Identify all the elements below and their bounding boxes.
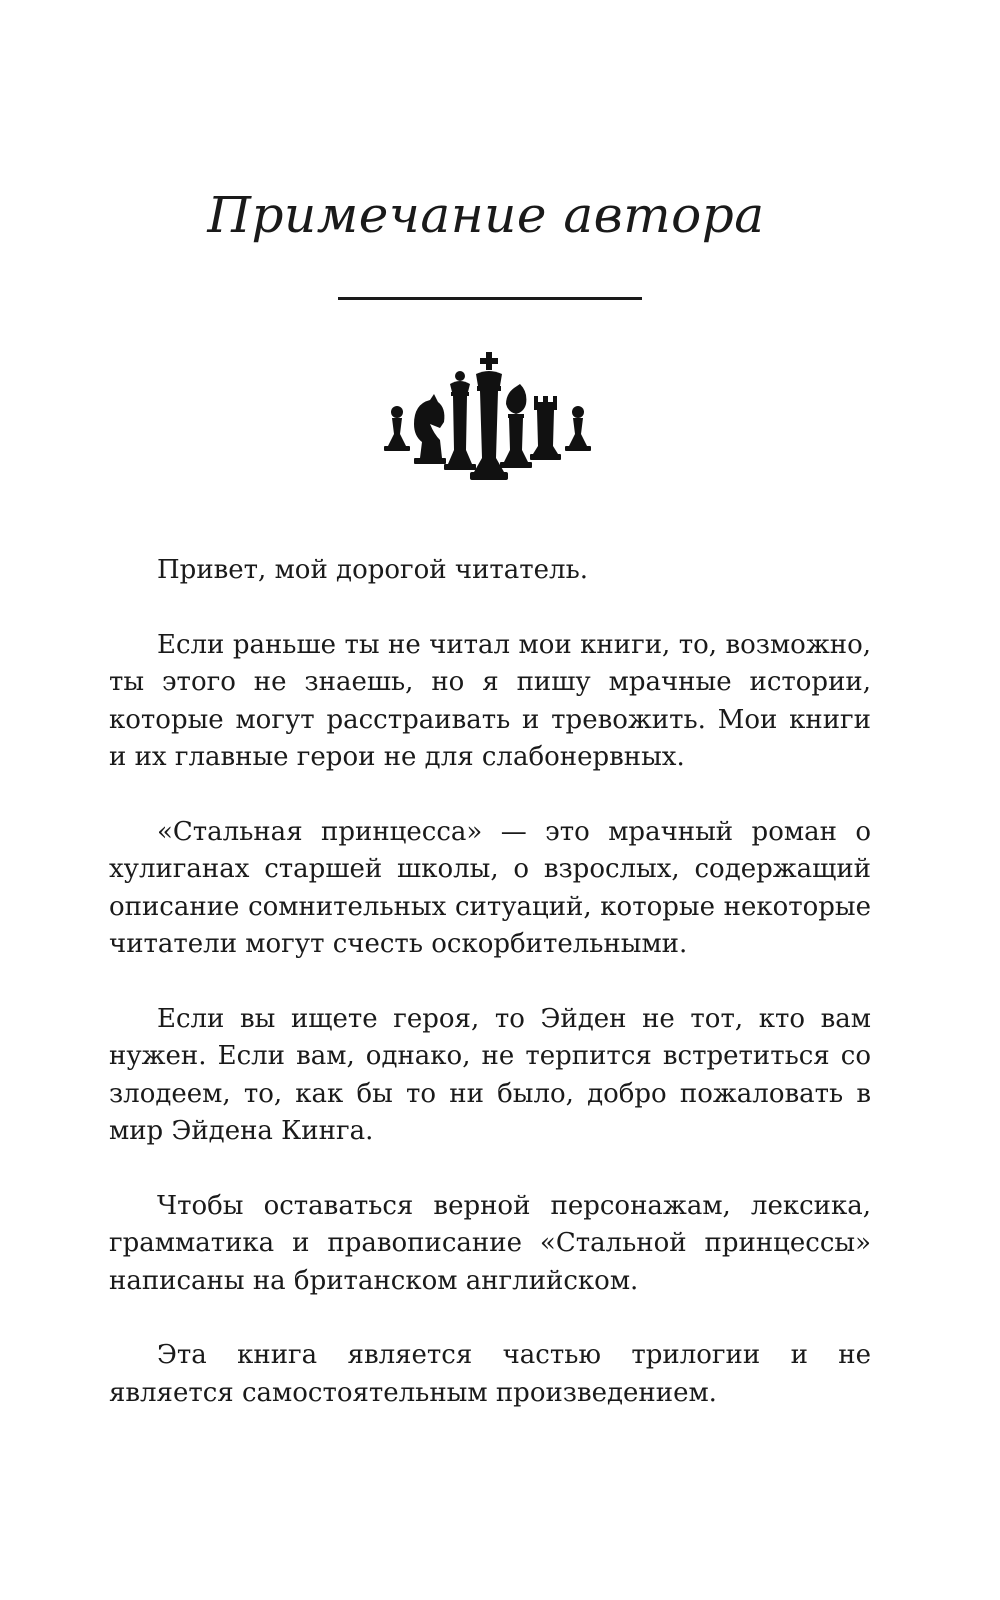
page-title: Примечание автора [207,186,765,244]
queen-icon [444,371,476,470]
paragraph-language: Чтобы оставаться верной персонажам, лексика, грамматика и правописание «Стальной принцессы» написаны на британском английском. [109,1190,871,1296]
paragraph-trilogy: Эта книга является частью трилогии и не является самостоятельным произведением. [109,1340,871,1408]
chess-pieces-icon [380,350,600,482]
title-divider [338,297,642,300]
pawn-left-icon [384,406,410,451]
paragraph-hero: Если вы ищете героя, то Эйден не тот, кто вам нужен. Если вам, однако, не терпится встретиться со злодеем, то, как бы то ни было, добро пожаловать в мир Эйдена Кинга. [109,1003,871,1146]
king-icon [470,352,508,480]
paragraph-warning: Если раньше ты не читал мои книги, то, возможно, ты этого не знаешь, но я пишу мрачные истории, которые могут расстраивать и тревожить. Мои книги и их главные герои не для слабонервных. [109,629,871,772]
paragraph-content: «Стальная принцесса» — это мрачный роман о хулиганах старшей школы, о взрослых, содержащий описание сомнительных ситуаций, которые некоторые читатели могут счесть оскорбительными. [109,816,871,959]
knight-icon [414,394,446,464]
bishop-icon [500,384,532,468]
paragraph-greeting: Привет, мой дорогой читатель. [157,555,588,585]
rook-icon [530,396,561,460]
author-note-text [109,552,871,1449]
pawn-right-icon [565,406,591,451]
